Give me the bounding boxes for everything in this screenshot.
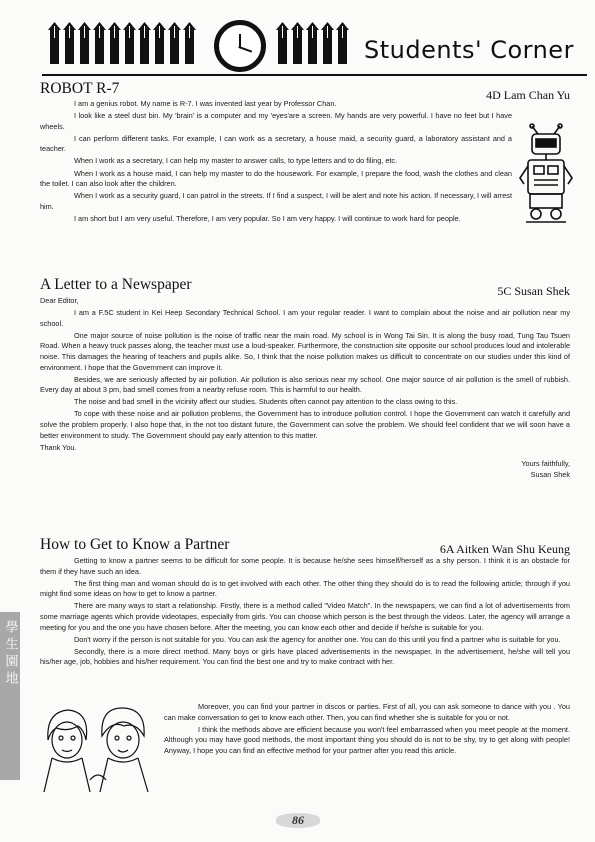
pen-nibs-left-icon bbox=[50, 28, 194, 64]
paragraph: I am a genius robot. My name is R-7. I was invented last year by Professor Chan. bbox=[74, 99, 337, 108]
article-body bbox=[40, 99, 512, 226]
paragraph: Getting to know a partner seems to be difficult for some people. It is because he/she sees himself/herself as a shy person. I think it is an obstacle for them if they have such an idea. bbox=[40, 556, 570, 576]
paragraph: Don't worry if the person is not suitable for you. You can ask the agency for another one. You can do this until you find a partner who is suitable for you. bbox=[74, 634, 561, 644]
page-title: Students' Corner bbox=[364, 36, 574, 64]
paragraph: I am short but I am very useful. Therefore, I am very popular. So I am very happy. I will continue to work hard for people. bbox=[74, 213, 461, 223]
banner bbox=[42, 16, 587, 78]
side-tab-label: 學生園地 bbox=[2, 620, 18, 688]
thanks-line: Thank You. bbox=[40, 442, 77, 452]
paragraph: When I work as a secretary, I can help my master to answer calls, to type letters and to do filing, etc. bbox=[74, 156, 398, 166]
paragraph: There are many ways to start a relationship. Firstly, there is a method called "Video Match". In the newspapers, we can find a lot of advertisements from some marriage agents which provide videotapes, especially from girls. You can choose which person is the best through the videos. Later, the agency will arrange a meeting for you and the one you have chosen before. After the meeting, you can know each other and decide if he/she is suitable for you. bbox=[40, 601, 570, 632]
article-body bbox=[40, 556, 570, 669]
article-author: 4D Lam Chan Yu bbox=[486, 88, 570, 102]
page-number: 86 bbox=[276, 813, 320, 828]
paragraph: One major source of noise pollution is the noise of traffic near the main road. My school is in Wong Tai Sin. It is along the busy road, Tung Tau Tsuen Road. When a heavy truck passes along, the teacher must use a loud-speaker. Furthermore, the construction site opposite our school produces loud and intolerable noise. This damages the hearing of teachers and pupils alike. So, I think that the noise pollution makes us difficult to concentrate on our studies under this kind of environment. I hope that the Government can improve it. bbox=[40, 330, 570, 372]
article-body bbox=[40, 296, 570, 481]
closing: Yours faithfully, bbox=[521, 459, 570, 469]
signature: Susan Shek bbox=[530, 469, 570, 479]
paragraph: I think the methods above are efficient because you won't feel embarrassed when you meet people at the moment. Although you may have good methods, the most important thing you should do is not to be shy, try to get along with people! Anyway, I hope you can find an effective method for your partner after you read this article. bbox=[164, 724, 570, 755]
paragraph: Moreover, you can find your partner in discos or parties. First of all, you can ask someone to dance with you . You can make conversation to get to know each other. Then, you can find whether she is suitable for you or not. bbox=[164, 702, 570, 722]
couple-illustration bbox=[38, 700, 156, 796]
paragraph: When I work as a house maid, I can help my master to do the housework. For example, I prepare the food, wash the clothes and clean the toilet. I can also look after the children. bbox=[40, 168, 512, 189]
paragraph: To cope with these noise and air pollution problems, the Government has to introduce pollution control. I hope the Government can watch it carefully and solve the problem properly. I also hope that, in the not too distant future, the Government can solve the problem. We should feel confident that we will soon have a better environment to study. The Government should pay early attention to this matter. bbox=[40, 409, 570, 440]
paragraph: Besides, we are seriously affected by air pollution. Air pollution is also serious near my school. One major source of air pollution is the smell of rubbish. Every day at about 3 pm, bad smell comes from a nearby refuse room. This is harmful to our health. bbox=[40, 374, 570, 395]
paragraph: The noise and bad smell in the vicinity affect our studies. Students often cannot pay attention to the class owing to this. bbox=[74, 397, 458, 407]
paragraph: I look like a steel dust bin. My 'brain' is a computer and my 'eyes'are a screen. My hands are very powerful. I have no feet but I have wheels. bbox=[40, 111, 512, 131]
clock-icon bbox=[214, 20, 266, 72]
article-author: 6A Aitken Wan Shu Keung bbox=[439, 542, 570, 556]
pen-nibs-right-icon bbox=[278, 28, 347, 64]
paragraph: I am a F.5C student in Kei Heep Secondary Technical School. I am your regular reader. I want to complain about the noise and air pollution near my school. bbox=[40, 308, 570, 328]
banner-underline bbox=[42, 74, 587, 76]
article-title: A Letter to a Newspaper bbox=[40, 276, 192, 293]
paragraph: When I work as a security guard, I can patrol in the streets. If I find a suspect, I will be alert and note his action. If necessary, I will arrest him. bbox=[40, 191, 512, 211]
article-author: 5C Susan Shek bbox=[497, 284, 570, 298]
salutation: Dear Editor, bbox=[40, 296, 79, 305]
article-title: ROBOT R-7 bbox=[40, 80, 120, 97]
paragraph: The first thing man and woman should do is to get involved with each other. The other thing they should do is to read the following article; through if you might find some ideas on how to get to know a partner. bbox=[40, 578, 570, 599]
paragraph: Secondly, there is a more direct method. Many boys or girls have placed advertisements in the newspaper. In the advertisement, he/she will tell you his/her age, job, hobbies and his/her requirement. You can find the best one and try to make contract with her. bbox=[40, 646, 570, 667]
article-title: How to Get to Know a Partner bbox=[40, 536, 230, 553]
letter-signoff bbox=[40, 459, 570, 480]
paragraph: I can perform different tasks. For example, I can work as a secretary, a house maid, a security guard, a laboratory assistant and a teacher. bbox=[40, 133, 512, 154]
section-side-tab bbox=[0, 612, 20, 780]
article-body-beside-picture bbox=[164, 702, 570, 758]
robot-illustration bbox=[518, 122, 574, 232]
